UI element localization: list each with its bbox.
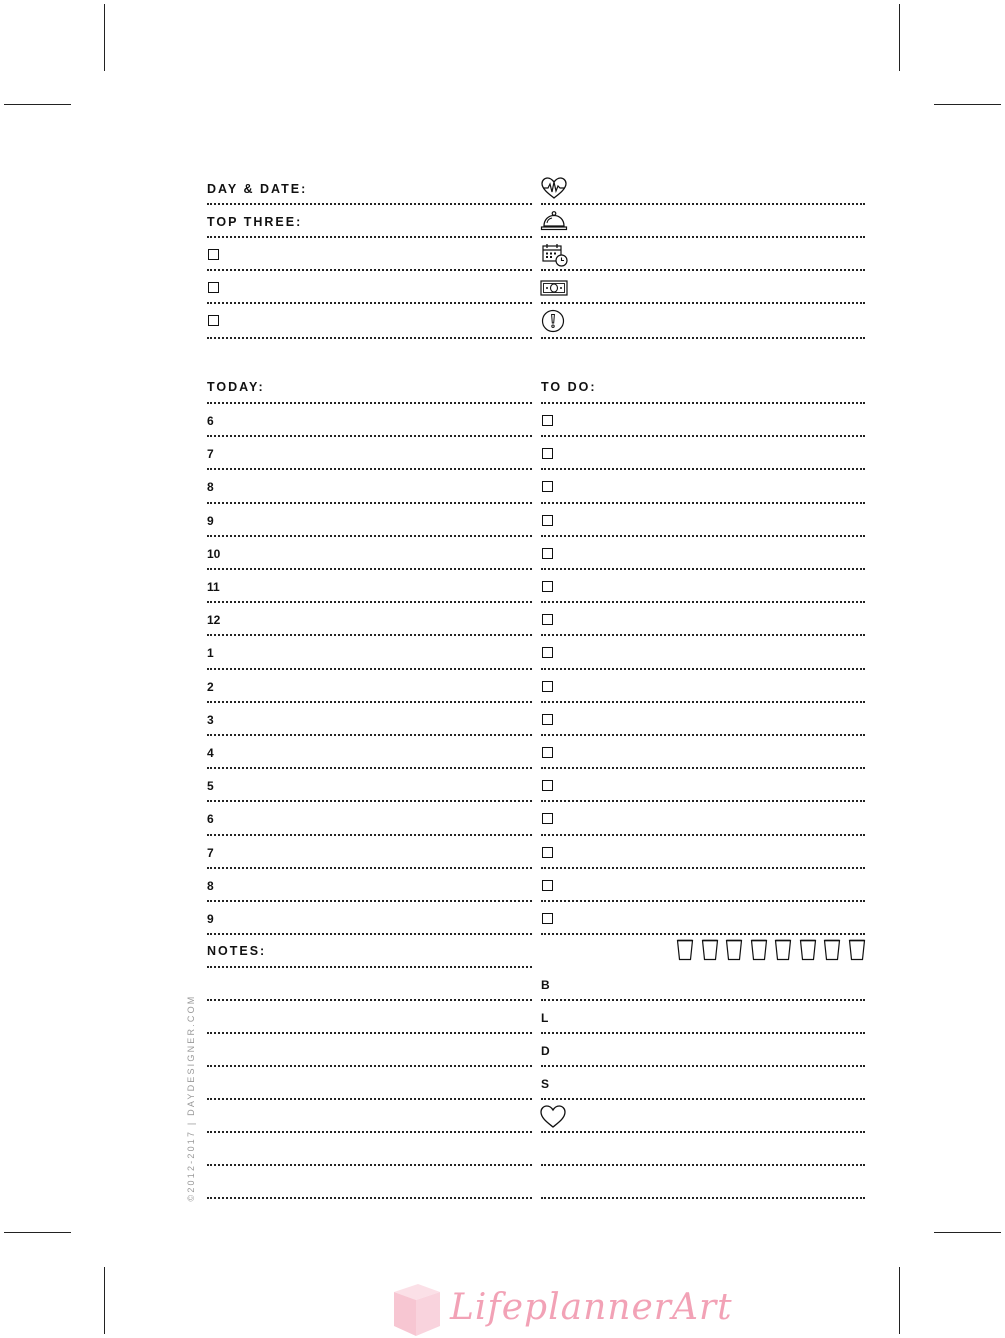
meal-label: S xyxy=(541,1077,550,1091)
todo-checkbox[interactable] xyxy=(542,747,553,758)
to-do-label: TO DO: xyxy=(541,380,597,394)
hour-label: 12 xyxy=(207,613,221,627)
dotted-line xyxy=(207,634,532,636)
dotted-line xyxy=(207,701,532,703)
meal-label: L xyxy=(541,1011,549,1025)
dotted-line xyxy=(207,302,532,304)
dotted-line xyxy=(207,800,532,802)
todo-checkbox[interactable] xyxy=(542,714,553,725)
dotted-line xyxy=(207,1032,532,1034)
dotted-line xyxy=(541,1098,865,1100)
top-three-checkbox-3[interactable] xyxy=(208,315,219,326)
crop-mark xyxy=(934,104,1001,105)
dotted-line xyxy=(207,1197,532,1199)
dotted-line xyxy=(207,236,532,238)
money-icon xyxy=(540,280,568,296)
dotted-line xyxy=(541,302,865,304)
top-three-checkbox-1[interactable] xyxy=(208,249,219,260)
dotted-line xyxy=(541,468,865,470)
todo-checkbox[interactable] xyxy=(542,847,553,858)
crop-mark xyxy=(4,104,71,105)
todo-checkbox[interactable] xyxy=(542,681,553,692)
dotted-line xyxy=(541,236,865,238)
hour-label: 4 xyxy=(207,746,214,760)
water-cup-icon[interactable] xyxy=(701,939,719,961)
watermark-text: LifeplannerArt xyxy=(450,1287,733,1328)
todo-checkbox[interactable] xyxy=(542,548,553,559)
dotted-line xyxy=(207,933,532,935)
dotted-line xyxy=(207,535,532,537)
dotted-line xyxy=(207,734,532,736)
dotted-line xyxy=(541,999,865,1001)
todo-checkbox[interactable] xyxy=(542,415,553,426)
water-cup-icon[interactable] xyxy=(823,939,841,961)
crop-mark xyxy=(899,4,900,71)
dotted-line xyxy=(541,900,865,902)
dotted-line xyxy=(541,634,865,636)
dotted-line xyxy=(541,1164,865,1166)
todo-checkbox[interactable] xyxy=(542,913,553,924)
dotted-line xyxy=(541,269,865,271)
dotted-line xyxy=(207,435,532,437)
calendar-clock-icon xyxy=(541,243,569,268)
todo-checkbox[interactable] xyxy=(542,780,553,791)
dotted-line xyxy=(541,1032,865,1034)
hour-label: 7 xyxy=(207,846,214,860)
crop-mark xyxy=(104,1267,105,1334)
dotted-line xyxy=(207,867,532,869)
hour-label: 7 xyxy=(207,447,214,461)
todo-checkbox[interactable] xyxy=(542,448,553,459)
dotted-line xyxy=(207,834,532,836)
dotted-line xyxy=(207,1065,532,1067)
dotted-line xyxy=(541,337,865,339)
dotted-line xyxy=(207,1164,532,1166)
hour-label: 8 xyxy=(207,879,214,893)
crop-mark xyxy=(4,1232,71,1233)
hour-label: 5 xyxy=(207,779,214,793)
water-cup-icon[interactable] xyxy=(676,939,694,961)
hour-label: 9 xyxy=(207,514,214,528)
hour-label: 3 xyxy=(207,713,214,727)
dotted-line xyxy=(541,668,865,670)
dotted-line xyxy=(541,867,865,869)
meal-label: D xyxy=(541,1044,550,1058)
dotted-line xyxy=(207,601,532,603)
todo-checkbox[interactable] xyxy=(542,581,553,592)
notes-label: NOTES: xyxy=(207,944,267,958)
day-date-label: DAY & DATE: xyxy=(207,182,308,196)
dotted-line xyxy=(541,701,865,703)
water-cup-icon[interactable] xyxy=(799,939,817,961)
dotted-line xyxy=(541,1197,865,1199)
dotted-line xyxy=(207,502,532,504)
hour-label: 6 xyxy=(207,812,214,826)
dotted-line xyxy=(207,767,532,769)
dotted-line xyxy=(541,502,865,504)
dotted-line xyxy=(207,269,532,271)
todo-checkbox[interactable] xyxy=(542,880,553,891)
dotted-line xyxy=(207,900,532,902)
dotted-line xyxy=(541,535,865,537)
dotted-line xyxy=(207,966,532,968)
water-cup-icon[interactable] xyxy=(774,939,792,961)
dotted-line xyxy=(541,1065,865,1067)
dotted-line xyxy=(541,402,865,404)
dotted-line xyxy=(207,402,532,404)
todo-checkbox[interactable] xyxy=(542,647,553,658)
hour-label: 11 xyxy=(207,580,220,594)
dotted-line xyxy=(541,601,865,603)
dotted-line xyxy=(541,568,865,570)
watermark-cube-logo xyxy=(388,1280,446,1338)
hour-label: 10 xyxy=(207,547,221,561)
todo-checkbox[interactable] xyxy=(542,481,553,492)
heartbeat-icon xyxy=(540,176,568,200)
dotted-line xyxy=(541,1131,865,1133)
todo-checkbox[interactable] xyxy=(542,813,553,824)
todo-checkbox[interactable] xyxy=(542,515,553,526)
heart-icon xyxy=(539,1104,567,1129)
today-label: TODAY: xyxy=(207,380,265,394)
todo-checkbox[interactable] xyxy=(542,614,553,625)
crop-mark xyxy=(899,1267,900,1334)
water-cup-icon[interactable] xyxy=(848,939,866,961)
hour-label: 6 xyxy=(207,414,214,428)
dotted-line xyxy=(541,203,865,205)
hour-label: 9 xyxy=(207,912,214,926)
copyright-credit: ©2012-2017 | DAYDESIGNER.COM xyxy=(186,994,196,1202)
hour-label: 1 xyxy=(207,646,214,660)
hour-label: 8 xyxy=(207,480,214,494)
dotted-line xyxy=(207,668,532,670)
crop-mark xyxy=(934,1232,1001,1233)
dotted-line xyxy=(207,337,532,339)
dotted-line xyxy=(207,1131,532,1133)
top-three-label: TOP THREE: xyxy=(207,215,303,229)
dotted-line xyxy=(541,435,865,437)
dotted-line xyxy=(541,800,865,802)
dotted-line xyxy=(207,999,532,1001)
dotted-line xyxy=(207,203,532,205)
dotted-line xyxy=(207,1098,532,1100)
meal-label: B xyxy=(541,978,550,992)
dotted-line xyxy=(207,468,532,470)
dotted-line xyxy=(541,933,865,935)
crop-mark xyxy=(104,4,105,71)
top-three-checkbox-2[interactable] xyxy=(208,282,219,293)
water-cup-icon[interactable] xyxy=(750,939,768,961)
exclamation-icon xyxy=(541,309,565,333)
service-bell-icon xyxy=(540,210,568,232)
dotted-line xyxy=(207,568,532,570)
hour-label: 2 xyxy=(207,680,214,694)
dotted-line xyxy=(541,767,865,769)
water-cup-icon[interactable] xyxy=(725,939,743,961)
dotted-line xyxy=(541,834,865,836)
dotted-line xyxy=(541,734,865,736)
